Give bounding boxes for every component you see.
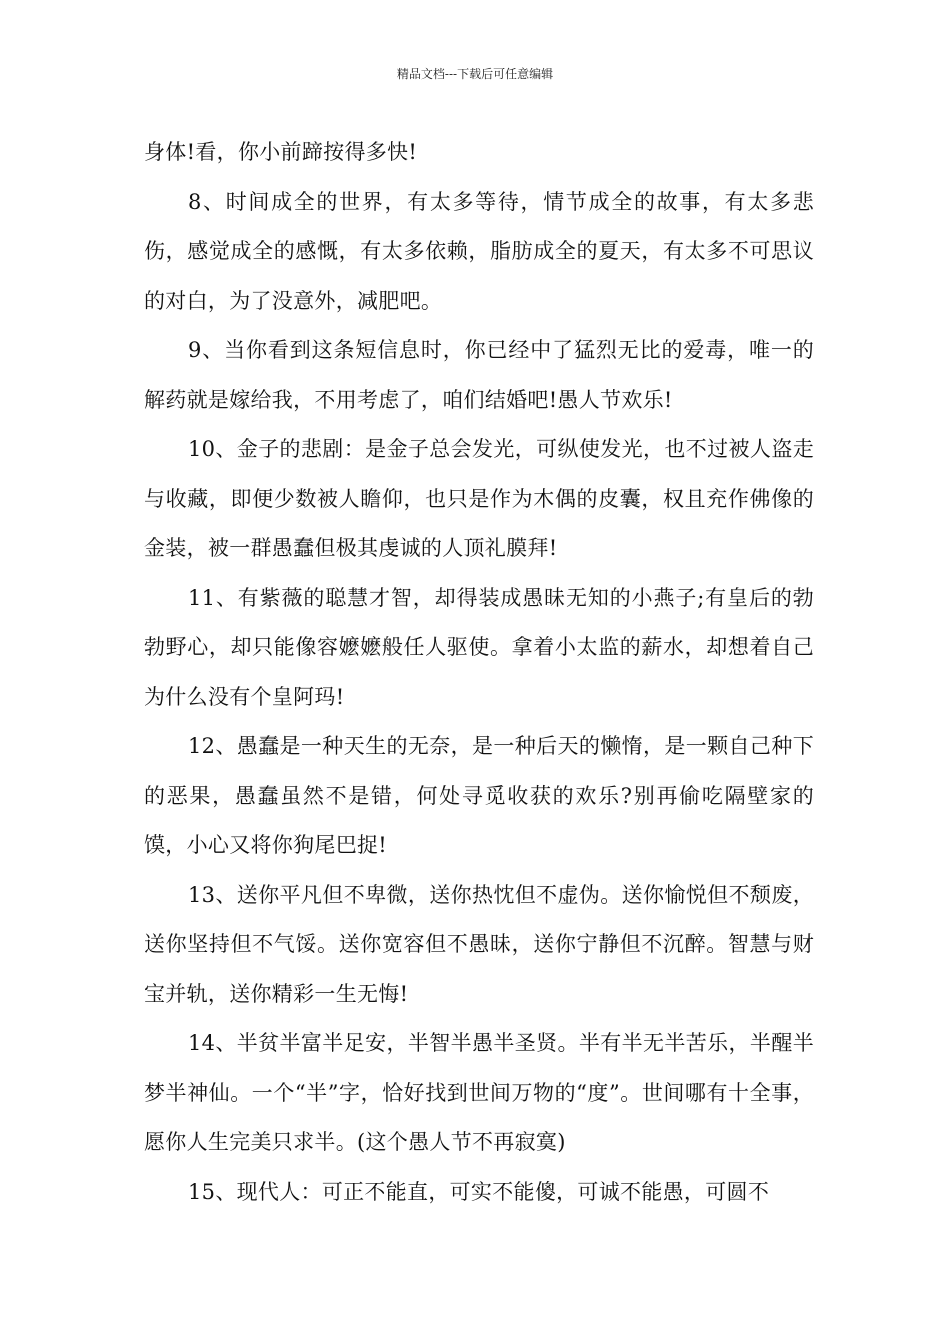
paragraph-item-15: 15、现代人：可正不能直，可实不能傻，可诚不能愚，可圆不 bbox=[188, 1179, 770, 1204]
paragraph-item-14: 14、半贫半富半足安，半智半愚半圣贤。半有半无半苦乐，半醒半梦半神仙。一个“半”字，恰好找到世间万物的“度”。世间哪有十全事，愿你人生完美只求半。(这个愚人节不再寂寞) bbox=[144, 1031, 814, 1154]
page-header: 精品文档---下载后可任意编辑 bbox=[396, 67, 554, 81]
paragraph-item-10: 10、金子的悲剧：是金子总会发光，可纵使发光，也不过被人盗走与收藏，即便少数被人瞻仰，也只是作为木偶的皮囊，权且充作佛像的金装，被一群愚蠢但极其虔诚的人顶礼膜拜! bbox=[144, 437, 814, 560]
paragraph-continuation: 身体!看，你小前蹄按得多快! bbox=[144, 140, 418, 164]
paragraph-item-11: 11、有紫薇的聪慧才智，却得装成愚昧无知的小燕子;有皇后的勃勃野心，却只能像容嬷嬷般任人驱使。拿着小太监的薪水，却想着自己为什么没有个皇阿玛! bbox=[144, 585, 814, 709]
paragraph-item-9: 9、当你看到这条短信息时，你已经中了猛烈无比的爱毒，唯一的解药就是嫁给我，不用考虑了，咱们结婚吧!愚人节欢乐! bbox=[144, 338, 814, 412]
paragraph-item-12: 12、愚蠢是一种天生的无奈，是一种后天的懒惰，是一颗自己种下的恶果，愚蠢虽然不是错，何处寻觅收获的欢乐?别再偷吃隔壁家的馍，小心又将你狗尾巴捉! bbox=[144, 734, 814, 857]
document-body bbox=[144, 128, 814, 1217]
paragraph-item-8: 8、时间成全的世界，有太多等待，情节成全的故事，有太多悲伤，感觉成全的感慨，有太多依赖，脂肪成全的夏天，有太多不可思议的对白，为了没意外，减肥吧。 bbox=[144, 189, 814, 313]
paragraph-item-13: 13、送你平凡但不卑微，送你热忱但不虚伪。送你愉悦但不颓废，送你坚持但不气馁。送你宽容但不愚昧，送你宁静但不沉醉。智慧与财宝并轨，送你精彩一生无悔! bbox=[144, 882, 814, 1006]
